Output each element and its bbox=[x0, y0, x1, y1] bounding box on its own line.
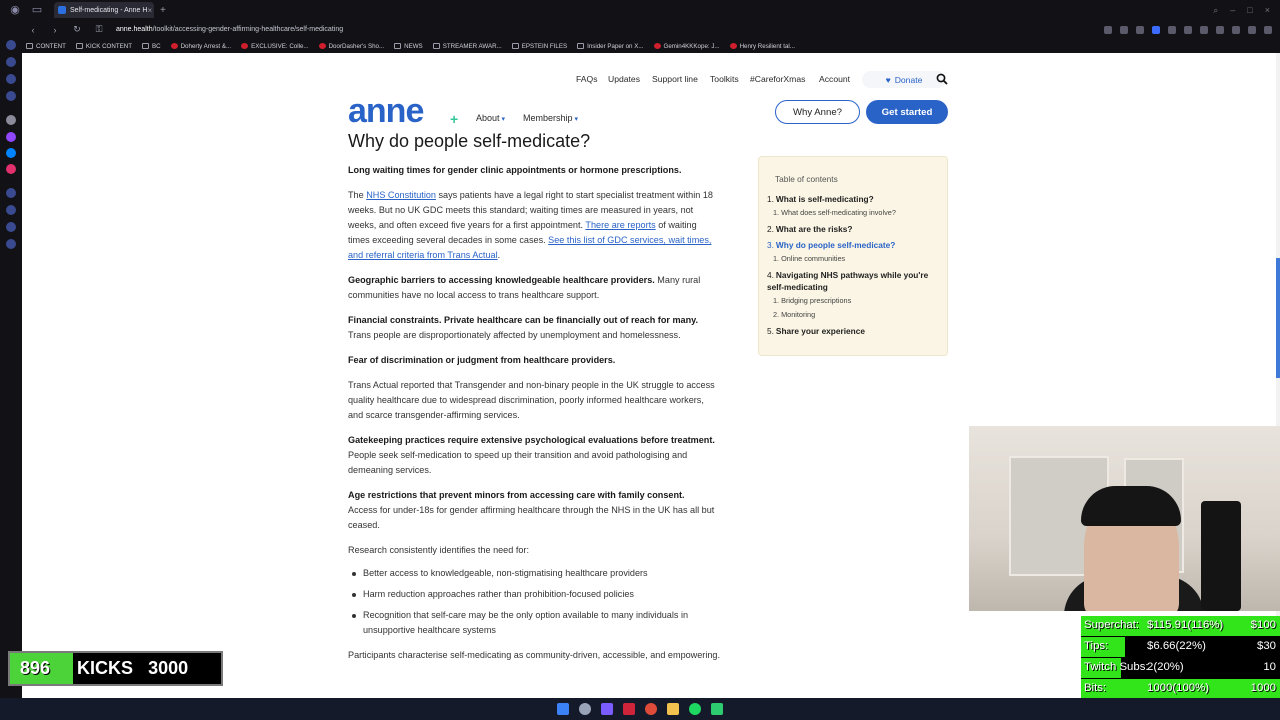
folder-icon bbox=[577, 43, 584, 49]
anne-logo[interactable]: anne bbox=[348, 92, 424, 130]
vpn-shield-icon[interactable] bbox=[1152, 26, 1160, 34]
bookmarks-bar bbox=[22, 39, 1280, 53]
nav-link-updates[interactable]: Updates bbox=[608, 74, 641, 84]
extension-icon[interactable] bbox=[1216, 26, 1224, 34]
goal-value: 1000(100%) bbox=[1147, 682, 1210, 694]
bookmark-label: CONTENT bbox=[36, 42, 66, 50]
paragraph bbox=[348, 353, 720, 368]
youtube-icon bbox=[654, 43, 661, 49]
bookmark-label: Henry Resilient tal... bbox=[739, 42, 795, 50]
scrollbar-thumb[interactable] bbox=[1276, 258, 1280, 378]
tab-title: Self-medicating - Anne H bbox=[70, 6, 148, 14]
paragraph bbox=[348, 433, 720, 478]
paragraph bbox=[348, 163, 720, 178]
toc-number: 3. bbox=[767, 240, 774, 250]
bookmark-item[interactable] bbox=[577, 43, 643, 50]
paragraph bbox=[348, 188, 720, 263]
search-tabs-icon[interactable]: ⌕ bbox=[1213, 4, 1219, 15]
bookmark-label: Insider Paper on X... bbox=[587, 42, 644, 50]
toc-number: 4. bbox=[767, 270, 774, 280]
heart-icon[interactable] bbox=[1200, 26, 1208, 34]
toc-label: Bridging prescriptions bbox=[781, 296, 852, 305]
extension-icon[interactable] bbox=[1104, 26, 1112, 34]
paragraph-bold: Financial constraints. Private healthcare can be financially out of reach for many. bbox=[348, 315, 699, 325]
bookmark-item[interactable] bbox=[394, 43, 423, 50]
search-icon[interactable] bbox=[579, 703, 591, 715]
text: Research consistently identifies the need for: bbox=[348, 545, 529, 555]
youtube-icon bbox=[730, 43, 737, 49]
toc-label: What is self-medicating? bbox=[775, 194, 874, 204]
toc-title: Table of contents bbox=[775, 174, 838, 184]
nav-link-support-line[interactable]: Support line bbox=[652, 74, 698, 84]
paragraph bbox=[348, 273, 720, 303]
bookmark-item[interactable] bbox=[512, 43, 567, 50]
bookmark-item[interactable] bbox=[241, 43, 308, 50]
text: Many rural communities have no local access to trans healthcare support. bbox=[348, 275, 701, 300]
bookmark-label: EXCLUSIVE: Colle... bbox=[251, 42, 309, 50]
browser-tab-active[interactable] bbox=[54, 2, 154, 18]
url-host: anne.health bbox=[116, 26, 153, 33]
goal-value: $115.91(116%) bbox=[1147, 619, 1224, 631]
toc-number: 1. bbox=[767, 194, 774, 204]
nav-link-careforxmas[interactable]: #CareforXmas bbox=[750, 74, 806, 84]
app-icon[interactable] bbox=[711, 703, 723, 715]
paragraph-bold: Fear of discrimination or judgment from healthcare providers. bbox=[348, 355, 616, 365]
toc-number: 1. bbox=[773, 254, 780, 263]
forward-icon[interactable]: › bbox=[53, 24, 57, 35]
trans-actual-list-link[interactable]: See this list of GDC services, wait times, and referral criteria from Trans Actual bbox=[348, 235, 712, 260]
toc-number: 2. bbox=[767, 224, 774, 234]
nav-membership-label: Membership bbox=[523, 113, 573, 123]
folder-icon bbox=[512, 43, 519, 49]
goal-label: Tips: bbox=[1084, 640, 1109, 652]
sidebar-app-icon[interactable] bbox=[6, 74, 16, 84]
bookmark-label: Gemin4KKKope: J... bbox=[663, 42, 720, 50]
toc-item[interactable] bbox=[767, 239, 947, 251]
text: People seek self-medication to speed up their transition and avoid pathologising and demeaning services. bbox=[348, 450, 688, 475]
goal-row bbox=[1081, 616, 1280, 636]
extension-icon[interactable] bbox=[1232, 26, 1240, 34]
bookmark-item[interactable] bbox=[319, 43, 385, 50]
kicks-label: KICKS bbox=[77, 658, 134, 678]
goal-target: $30 bbox=[1256, 640, 1276, 652]
goal-row bbox=[1081, 679, 1280, 699]
messenger-icon[interactable] bbox=[6, 148, 16, 158]
instagram-icon[interactable] bbox=[6, 164, 16, 174]
bookmark-item[interactable] bbox=[76, 43, 132, 50]
bookmark-label: EPSTEIN FILES bbox=[521, 42, 568, 50]
discord-icon[interactable] bbox=[601, 703, 613, 715]
toc-number: 1. bbox=[773, 296, 780, 305]
toc-label: Navigating NHS pathways while you're self-medicating bbox=[767, 270, 929, 292]
list-item: Harm reduction approaches rather than prohibition-focused policies bbox=[348, 587, 720, 602]
bookmark-item[interactable] bbox=[171, 43, 232, 50]
donate-label: Donate bbox=[894, 74, 923, 85]
toc-label: What are the risks? bbox=[775, 224, 853, 234]
bookmark-label: KICK CONTENT bbox=[85, 42, 132, 50]
goal-label: Bits: bbox=[1084, 682, 1107, 694]
settings-icon[interactable] bbox=[6, 239, 16, 249]
goal-row bbox=[1081, 658, 1280, 678]
toc-subitem[interactable] bbox=[773, 253, 947, 265]
extension-icon[interactable] bbox=[1136, 26, 1144, 34]
chevron-down-icon: ▾ bbox=[574, 116, 579, 123]
paragraph-bold: Geographic barriers to accessing knowledgeable healthcare providers. bbox=[348, 275, 655, 285]
microphone bbox=[1201, 501, 1241, 611]
section-heading: Why do people self-medicate? bbox=[348, 131, 591, 151]
windows-taskbar bbox=[0, 698, 1280, 720]
toc-label: Monitoring bbox=[781, 310, 816, 319]
bookmark-item[interactable] bbox=[654, 43, 720, 50]
download-icon[interactable] bbox=[1248, 26, 1256, 34]
extension-icon[interactable] bbox=[1120, 26, 1128, 34]
bookmark-label: NEWS bbox=[404, 42, 423, 50]
folder-icon bbox=[26, 43, 33, 49]
toc-item[interactable] bbox=[767, 223, 947, 235]
bookmark-label: DoorDasher's Sho... bbox=[328, 42, 385, 50]
youtube-icon bbox=[171, 43, 178, 49]
text: of waiting times exceeding several decades in some cases. bbox=[348, 220, 697, 245]
text: Trans people are disproportionately affected by unemployment and homelessness. bbox=[348, 330, 681, 340]
webcam-feed bbox=[969, 426, 1280, 611]
maximize-icon[interactable]: □ bbox=[1247, 4, 1253, 15]
there-are-reports-link[interactable]: There are reports bbox=[585, 220, 656, 230]
site-info-icon[interactable]: ⚿ bbox=[95, 24, 103, 34]
sidebar-app-icon[interactable] bbox=[6, 40, 16, 50]
toc-number: 2. bbox=[773, 310, 780, 319]
goal-label: Twitch Subs: bbox=[1084, 661, 1149, 673]
paragraph bbox=[348, 648, 720, 663]
nav-membership[interactable] bbox=[523, 113, 578, 123]
toc-subitem[interactable] bbox=[773, 295, 947, 307]
bookmark-label: STREAMER AWAR... bbox=[442, 42, 502, 50]
folder-icon bbox=[76, 43, 83, 49]
toc-number: 1. bbox=[773, 208, 780, 217]
toc-label: Why do people self-medicate? bbox=[775, 240, 896, 250]
windows-start-icon[interactable] bbox=[557, 703, 569, 715]
toc-label: Share your experience bbox=[775, 326, 865, 336]
close-tab-icon[interactable]: × bbox=[147, 5, 153, 15]
opera-logo-icon[interactable]: ◉ bbox=[10, 4, 20, 16]
article-body bbox=[348, 163, 720, 673]
toc-number: 5. bbox=[767, 326, 774, 336]
text: Access for under-18s for gender affirming healthcare through the NHS in the UK has all but ceased. bbox=[348, 505, 715, 530]
donate-button[interactable] bbox=[862, 71, 946, 88]
text: Participants characterise self-medicating as community-driven, accessible, and empowering. bbox=[348, 650, 720, 660]
paragraph bbox=[348, 543, 720, 558]
browser-tab-bar bbox=[0, 0, 1280, 20]
close-window-icon[interactable]: × bbox=[1264, 4, 1270, 15]
reload-icon[interactable]: ↻ bbox=[73, 24, 81, 34]
chevron-down-icon: ▾ bbox=[501, 116, 506, 123]
bookmark-label: Doherty Arrest &... bbox=[180, 42, 232, 50]
nav-link-account[interactable]: Account bbox=[819, 74, 851, 84]
sidebar-app-icon[interactable] bbox=[6, 57, 16, 67]
nav-about[interactable] bbox=[476, 113, 505, 123]
text: Trans Actual reported that Transgender and non-binary people in the UK struggle to access quality healthcare due to widespread discrimination, poorly informed healthcare workers, and scarce transgender-affirming services. bbox=[348, 380, 715, 420]
sidebar-app-icon[interactable] bbox=[6, 115, 16, 125]
minimize-icon[interactable]: – bbox=[1230, 4, 1236, 15]
list-item: Better access to knowledgeable, non-stigmatising healthcare providers bbox=[348, 566, 720, 581]
why-anne-button[interactable]: Why Anne? bbox=[775, 100, 860, 124]
folder-icon bbox=[433, 43, 440, 49]
folder-icon bbox=[142, 43, 149, 49]
new-tab-icon[interactable]: + bbox=[160, 4, 166, 16]
address-bar-row bbox=[0, 20, 1280, 39]
back-icon[interactable]: ‹ bbox=[31, 24, 35, 35]
toc-subitem[interactable] bbox=[773, 207, 947, 219]
paragraph-bold: Age restrictions that prevent minors from accessing care with family consent. bbox=[348, 490, 685, 500]
toc-label: Online communities bbox=[781, 254, 846, 263]
anne-favicon-icon bbox=[58, 6, 66, 14]
sidebar-app-icon[interactable] bbox=[6, 188, 16, 198]
youtube-icon bbox=[319, 43, 326, 49]
twitch-icon[interactable] bbox=[6, 132, 16, 142]
text: says patients have a legal right to start specialist treatment within 18 weeks. But no UK GDC meets this standard; waiting times are measured in years, not weeks, and often exceed five years for a first appointment. bbox=[348, 190, 713, 230]
sidebar-app-icon[interactable] bbox=[6, 91, 16, 101]
youtube-icon bbox=[241, 43, 248, 49]
goal-target: $100 bbox=[1250, 619, 1276, 631]
url-field[interactable] bbox=[116, 26, 343, 33]
window-controls bbox=[1213, 5, 1280, 16]
table-of-contents bbox=[758, 156, 948, 356]
url-path: /toolkit/accessing-gender-affirming-healthcare/self-medicating bbox=[152, 26, 344, 33]
sidebar-app-icon[interactable] bbox=[6, 222, 16, 232]
nav-about-label: About bbox=[476, 113, 500, 123]
nav-link-toolkits[interactable]: Toolkits bbox=[710, 74, 739, 84]
paragraph-bold: Long waiting times for gender clinic appointments or hormone prescriptions. bbox=[348, 165, 682, 175]
extension-icon[interactable] bbox=[1168, 26, 1176, 34]
sidebar-app-icon[interactable] bbox=[6, 205, 16, 215]
file-explorer-icon[interactable] bbox=[667, 703, 679, 715]
goal-label: Superchat: bbox=[1084, 619, 1140, 631]
play-icon[interactable] bbox=[1184, 26, 1192, 34]
nhs-constitution-link[interactable]: NHS Constitution bbox=[366, 190, 436, 200]
bookmark-item[interactable] bbox=[433, 43, 502, 50]
bookmark-label: BC bbox=[151, 42, 161, 50]
browser-sidebar bbox=[0, 20, 22, 720]
toc-item[interactable] bbox=[767, 193, 947, 205]
streamer-cap bbox=[1081, 486, 1181, 526]
heart-icon: ♥ bbox=[885, 74, 891, 85]
kicks-goal: 3000 bbox=[148, 658, 189, 678]
toc-item[interactable] bbox=[767, 269, 947, 293]
goal-target: 1000 bbox=[1250, 682, 1276, 694]
folder-icon bbox=[394, 43, 401, 49]
bookmark-item[interactable] bbox=[730, 43, 795, 50]
list-item: Recognition that self-care may be the only option available to many individuals in unsupportive healthcare systems bbox=[348, 608, 720, 638]
text: The bbox=[348, 190, 367, 200]
utility-nav bbox=[22, 74, 1280, 88]
opera-icon[interactable] bbox=[623, 703, 635, 715]
needs-list bbox=[348, 566, 720, 638]
text: . bbox=[497, 250, 501, 260]
paragraph bbox=[348, 378, 720, 423]
menu-icon[interactable] bbox=[1264, 26, 1272, 34]
nav-link-faqs[interactable]: FAQs bbox=[576, 74, 598, 84]
search-icon[interactable] bbox=[936, 73, 948, 85]
goal-value: 2(20%) bbox=[1147, 661, 1184, 673]
toc-item[interactable] bbox=[767, 325, 947, 337]
bookmark-item[interactable] bbox=[142, 43, 161, 50]
tab-list-icon[interactable]: ▭ bbox=[31, 4, 43, 16]
paragraph-bold: Gatekeeping practices require extensive psychological evaluations before treatment. bbox=[348, 435, 715, 445]
goal-value: $6.66(22%) bbox=[1147, 640, 1206, 652]
extensions-area bbox=[1104, 26, 1280, 34]
spotify-icon[interactable] bbox=[689, 703, 701, 715]
logo-plus-icon: + bbox=[450, 111, 459, 127]
paragraph bbox=[348, 313, 720, 343]
paragraph bbox=[348, 488, 720, 533]
toc-label: What does self-medicating involve? bbox=[781, 208, 896, 217]
toc-subitem[interactable] bbox=[773, 309, 947, 321]
kicks-count: 896 bbox=[20, 658, 51, 678]
bookmark-item[interactable] bbox=[26, 43, 66, 50]
chrome-icon[interactable] bbox=[645, 703, 657, 715]
goal-target: 10 bbox=[1263, 661, 1276, 673]
goal-row bbox=[1081, 637, 1280, 657]
kicks-goal-widget bbox=[8, 651, 223, 686]
get-started-button[interactable]: Get started bbox=[866, 100, 948, 124]
